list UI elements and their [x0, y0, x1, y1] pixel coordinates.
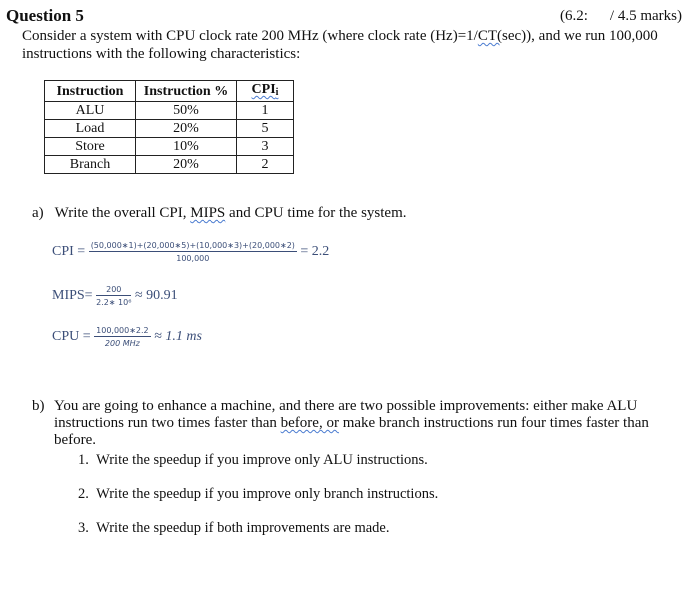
table-cell: 5: [237, 120, 294, 138]
header-cpi-text: $CPI_i$: [251, 82, 279, 98]
table-cell: 2: [237, 156, 294, 174]
part-b-before: before, or: [280, 415, 339, 431]
part-a-prompt: [32, 205, 407, 222]
part-b-text: You are going to enhance a machine, and there are two possible improvements: either make ALU instructions run two times faster than before, or make branch instructions run four times faster than before.: [54, 398, 649, 448]
part-a-mips: MIPS: [190, 205, 226, 221]
list-item: 1. Write the speedup if you improve only ALU instructions.: [78, 452, 428, 468]
table-row: [45, 156, 294, 174]
cpu-fraction: [94, 326, 151, 348]
mips-lhs: MIPS=: [52, 288, 93, 304]
header-instruction-percent: Instruction %: [136, 81, 237, 102]
intro-ct: CT(: [477, 28, 503, 44]
mips-result: ≈ 90.91: [134, 288, 178, 304]
part-b-label: b): [32, 398, 45, 414]
part-a-label: a): [32, 205, 44, 221]
mips-numerator: 200: [96, 285, 131, 296]
cpu-lhs: CPU =: [52, 329, 91, 345]
question-intro: [22, 27, 694, 63]
header-instruction: Instruction: [45, 81, 136, 102]
table-row: [45, 138, 294, 156]
cpi-numerator: (50,000∗1)+(20,000∗5)+(10,000∗3)+(20,000∗2): [90, 241, 295, 250]
table-row: [45, 120, 294, 138]
cpu-result: ≈ 1.1 ms: [154, 329, 202, 345]
table-cell: 10%: [136, 138, 237, 156]
header-cpi: [237, 81, 294, 102]
table-cell: 50%: [136, 102, 237, 120]
part-a-text-1: Write the overall CPI,: [54, 205, 191, 221]
instruction-table: [44, 80, 294, 174]
table-cell: 1: [237, 102, 294, 120]
mips-fraction: [96, 285, 131, 307]
part-a-text-2: and CPU time for the system.: [225, 205, 407, 221]
mips-denominator: 2.2∗ 10⁶: [96, 298, 132, 307]
cpi-fraction: [89, 241, 297, 263]
cpi-equation: [52, 241, 329, 263]
cpu-equation: [52, 326, 202, 348]
mips-equation: [52, 285, 178, 307]
intro-text-2: sec)), and we run 100,000 instructions with the following characteristics:: [22, 28, 658, 62]
cpu-numerator: 100,000∗2.2: [96, 326, 149, 335]
table-cell: Branch: [45, 156, 136, 174]
table-header-row: [45, 81, 294, 102]
table-cell: 3: [237, 138, 294, 156]
marks-label: [560, 8, 682, 25]
table-cell: 20%: [136, 120, 237, 138]
list-item: 3. Write the speedup if both improvements are made.: [78, 520, 390, 536]
cpi-result: = 2.2: [300, 244, 330, 260]
intro-text-1: Consider a system with CPU clock rate 200 MHz (where clock rate (Hz)=1/: [22, 28, 478, 44]
list-item: 2. Write the speedup if you improve only branch instructions.: [78, 486, 439, 502]
question-title: Question 5: [6, 6, 84, 25]
table-row: [45, 102, 294, 120]
table-cell: Load: [45, 120, 136, 138]
table-cell: 20%: [136, 156, 237, 174]
table-cell: Store: [45, 138, 136, 156]
cpi-denominator: 100,000: [176, 254, 210, 263]
table-cell: ALU: [45, 102, 136, 120]
cpi-lhs: CPI =: [52, 244, 86, 260]
part-b-prompt: [32, 398, 672, 449]
section-ref: (6.2:: [560, 8, 588, 24]
cpu-denominator: 200 MHz: [104, 339, 140, 348]
total-marks: / 4.5 marks): [609, 8, 682, 24]
